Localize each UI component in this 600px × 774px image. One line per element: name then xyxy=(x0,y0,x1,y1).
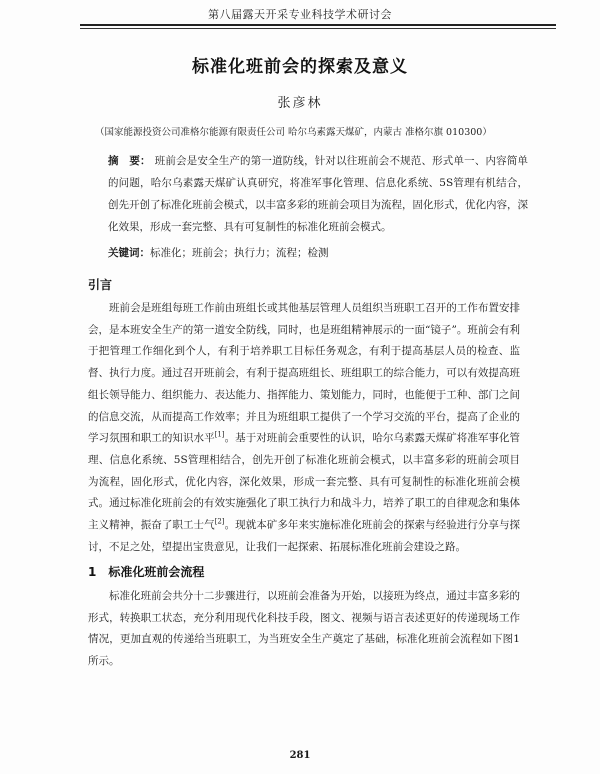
author-name: 张彦林 xyxy=(277,96,323,111)
citation-1: [1] xyxy=(214,430,225,439)
running-header: 第八届露天开采专业科技学术研讨会 xyxy=(208,8,392,21)
section-heading-1: 1 标准化班前会流程 xyxy=(88,565,205,579)
citation-2: [2] xyxy=(214,517,225,526)
page-number: 281 xyxy=(289,750,311,761)
keywords xyxy=(108,245,528,260)
paper-title: 标准化班前会的探索及意义 xyxy=(192,57,408,77)
abstract-text: 班前会是安全生产的第一道防线，针对以往班前会不规范、形式单一、内容简单的问题，哈尔乌素露天煤矿认真研究，将准军事化管理、信息化系统、5S管理有机结合，创先开创了标准化班前会模式，以丰富多彩的班前会项目为流程，固化形式，优化内容，深化效果，形成一套完整、具有可复制性的标准化班前会模式。 xyxy=(108,155,529,233)
intro-text-part-3: 。现就本矿多年来实施标准化班前会的探索与经验进行分享与探讨，不足之处，望提出宝贵意见，让我们一起探索、拓展标准化班前会建设之路。 xyxy=(88,519,521,553)
header-rule-secondary xyxy=(80,28,556,29)
intro-text-part-2: 。基于对班前会重要性的认识，哈尔乌素露天煤矿将准军事化管理、信息化系统、5S管理相结合，创先开创了标准化班前会模式，以丰富多彩的班前会项目为流程，固化形式，优化内容，深化效果，形成一套完整、具有可复制性的标准化班前会模式。通过标准化班前会的有效实施强化了职工执行力和战斗力，培养了职工的自律观念和集体主义精神，振奋了职工士气 xyxy=(88,432,521,532)
header-rule xyxy=(80,24,556,26)
section-1-paragraph: 标准化班前会共分十二步骤进行，以班前会准备为开始，以接班为终点，通过丰富多彩的形式，转换职工状态，充分利用现代化科技手段，图文、视频与语言表述更好的传递现场工作情况，更加直观的传递给当班职工，为当班安全生产奠定了基础，标准化班前会流程如下图1所示。 xyxy=(88,590,520,668)
keywords-text: 标准化；班前会；执行力；流程；检测 xyxy=(150,247,329,259)
intro-paragraph xyxy=(88,298,520,558)
intro-text-part-1: 班前会是班组每班工作前由班组长或其他基层管理人员组织当班职工召开的工作布置安排会，是本班安全生产的第一道安全防线，同时，也是班组精神展示的一面“镜子”。班前会有利于把管理工作细化到个人，有利于培养职工目标任务观念，有利于提高基层人员的检查、监督、执行力度。通过召开班前会，有利于提高班组长、班组职工的综合能力，可以有效提高班组长领导能力、组织能力、表达能力、指挥能力、策划能力，同时，也能便于工种、部门之间的信息交流，从而提高工作效率；并且为班组职工提供了一个学习交流的平台，提高了企业的学习氛围和职工的知识水平 xyxy=(88,302,520,445)
section-heading-intro: 引言 xyxy=(88,278,113,292)
abstract xyxy=(108,150,528,238)
abstract-label: 摘 要： xyxy=(108,155,151,167)
keywords-label: 关键词： xyxy=(108,247,150,259)
author-affiliation: （国家能源投资公司准格尔能源有限责任公司 哈尔乌素露天煤矿，内蒙古 准格尔旗 010300） xyxy=(95,127,492,138)
